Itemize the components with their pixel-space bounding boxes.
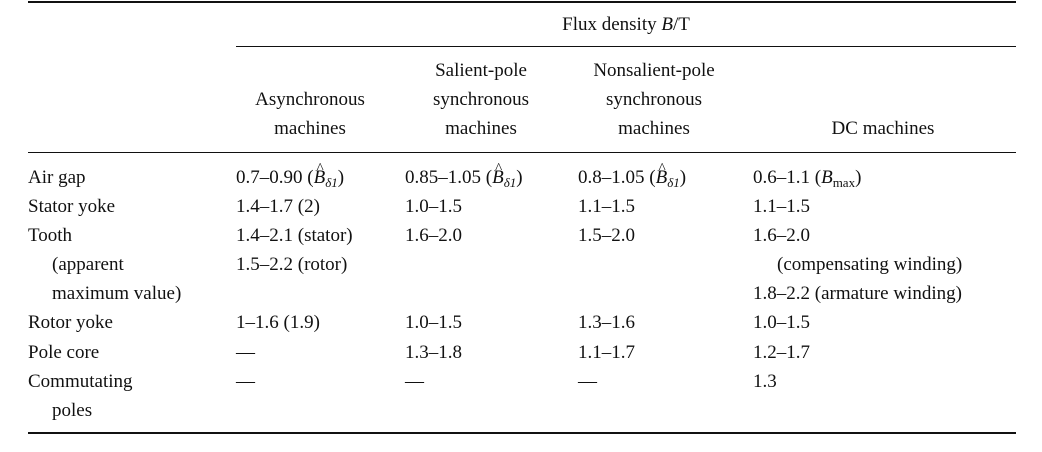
group-header-symbol: B: [661, 14, 673, 35]
row-label-stator-yoke: Stator yoke: [28, 196, 116, 217]
cell-pole-core-nonsalient: 1.1–1.7: [578, 342, 635, 363]
cell-tooth-dc-line-2: (compensating winding): [777, 254, 963, 275]
col-header-salient-line-3: machines: [445, 118, 517, 139]
col-header-nonsalient-line-2: synchronous: [605, 89, 703, 110]
cell-rotor-yoke-dc: 1.0–1.5: [753, 312, 810, 333]
col-header-nonsalient-line-1: Nonsalient-pole: [593, 60, 715, 81]
row-label-rotor-yoke: Rotor yoke: [28, 312, 113, 333]
cell-tooth-dc-line-1: 1.6–2.0: [753, 225, 810, 246]
cell-pole-core-dc: 1.2–1.7: [753, 342, 810, 363]
header-bottom-rule: [28, 152, 1016, 153]
group-header-label: Flux density: [562, 14, 662, 35]
cell-stator-yoke-salient: 1.0–1.5: [405, 196, 462, 217]
cell-air-gap-dc: 0.6–1.1 $(B_{max})$: [753, 167, 862, 190]
col-header-dc: DC machines: [831, 118, 935, 139]
cell-stator-yoke-async: 1.4–1.7 (2): [236, 196, 320, 217]
cell-air-gap-nonsalient: 0.8–1.05 (^ $B_{\delta 1}$): [578, 167, 686, 190]
cell-pole-core-salient: 1.3–1.8: [405, 342, 462, 363]
b-hat-symbol: ^ B: [656, 167, 668, 189]
row-label-pole-core: Pole core: [28, 342, 100, 363]
col-header-salient-line-2: synchronous: [432, 89, 530, 110]
row-label-tooth-line-3: maximum value): [52, 283, 182, 304]
group-header: [236, 14, 1016, 36]
cell-tooth-async-line-2: 1.5–2.2 (rotor): [236, 254, 348, 275]
b-max-symbol: B: [821, 167, 833, 188]
row-label-tooth-line-2: (apparent: [52, 254, 124, 275]
col-header-nonsalient-line-3: machines: [618, 118, 690, 139]
row-label-commutating-line-2: poles: [52, 400, 93, 421]
cell-rotor-yoke-nonsalient: 1.3–1.6: [578, 312, 635, 333]
cell-stator-yoke-dc: 1.1–1.5: [753, 196, 810, 217]
group-header-unit: /T: [672, 14, 690, 35]
max-subscript: max: [832, 175, 856, 190]
cell-stator-yoke-nonsalient: 1.1–1.5: [578, 196, 635, 217]
top-rule: [28, 1, 1016, 3]
delta1-subscript: δ1: [325, 175, 338, 190]
row-label-air-gap: Air gap: [28, 167, 86, 188]
cell-commutating-nonsalient: —: [578, 371, 597, 392]
col-header-salient-line-1: Salient-pole: [435, 60, 527, 81]
delta1-subscript: δ1: [667, 175, 680, 190]
b-hat-symbol: ^ B: [314, 167, 326, 189]
row-label-tooth: Tooth: [28, 225, 73, 246]
col-header-async-line-1: Asynchronous: [255, 89, 365, 110]
cell-rotor-yoke-salient: 1.0–1.5: [405, 312, 462, 333]
cell-commutating-async: —: [236, 371, 255, 392]
cell-tooth-nonsalient: 1.5–2.0: [578, 225, 635, 246]
delta1-subscript: δ1: [503, 175, 517, 190]
cell-rotor-yoke-async: 1–1.6 (1.9): [236, 312, 320, 333]
cell-tooth-salient: 1.6–2.0: [405, 225, 462, 246]
cell-commutating-salient: —: [405, 371, 424, 392]
cell-air-gap-salient: 0.85–1.05 (^ $B_{\delta 1}$): [405, 167, 523, 190]
cell-commutating-dc: 1.3: [753, 371, 777, 392]
b-hat-symbol: ^ B: [492, 167, 504, 189]
bottom-rule: [28, 432, 1016, 434]
row-label-commutating: Commutating: [28, 371, 133, 392]
col-header-async-line-2: machines: [274, 118, 346, 139]
cell-pole-core-async: —: [236, 342, 255, 363]
cell-air-gap-async: 0.7–0.90 (^ $B_{\delta 1}$): [236, 167, 344, 190]
group-header-rule: [236, 46, 1016, 47]
cell-tooth-dc-line-3: 1.8–2.2 (armature winding): [753, 283, 962, 304]
cell-tooth-async-line-1: 1.4–2.1 (stator): [236, 225, 353, 246]
